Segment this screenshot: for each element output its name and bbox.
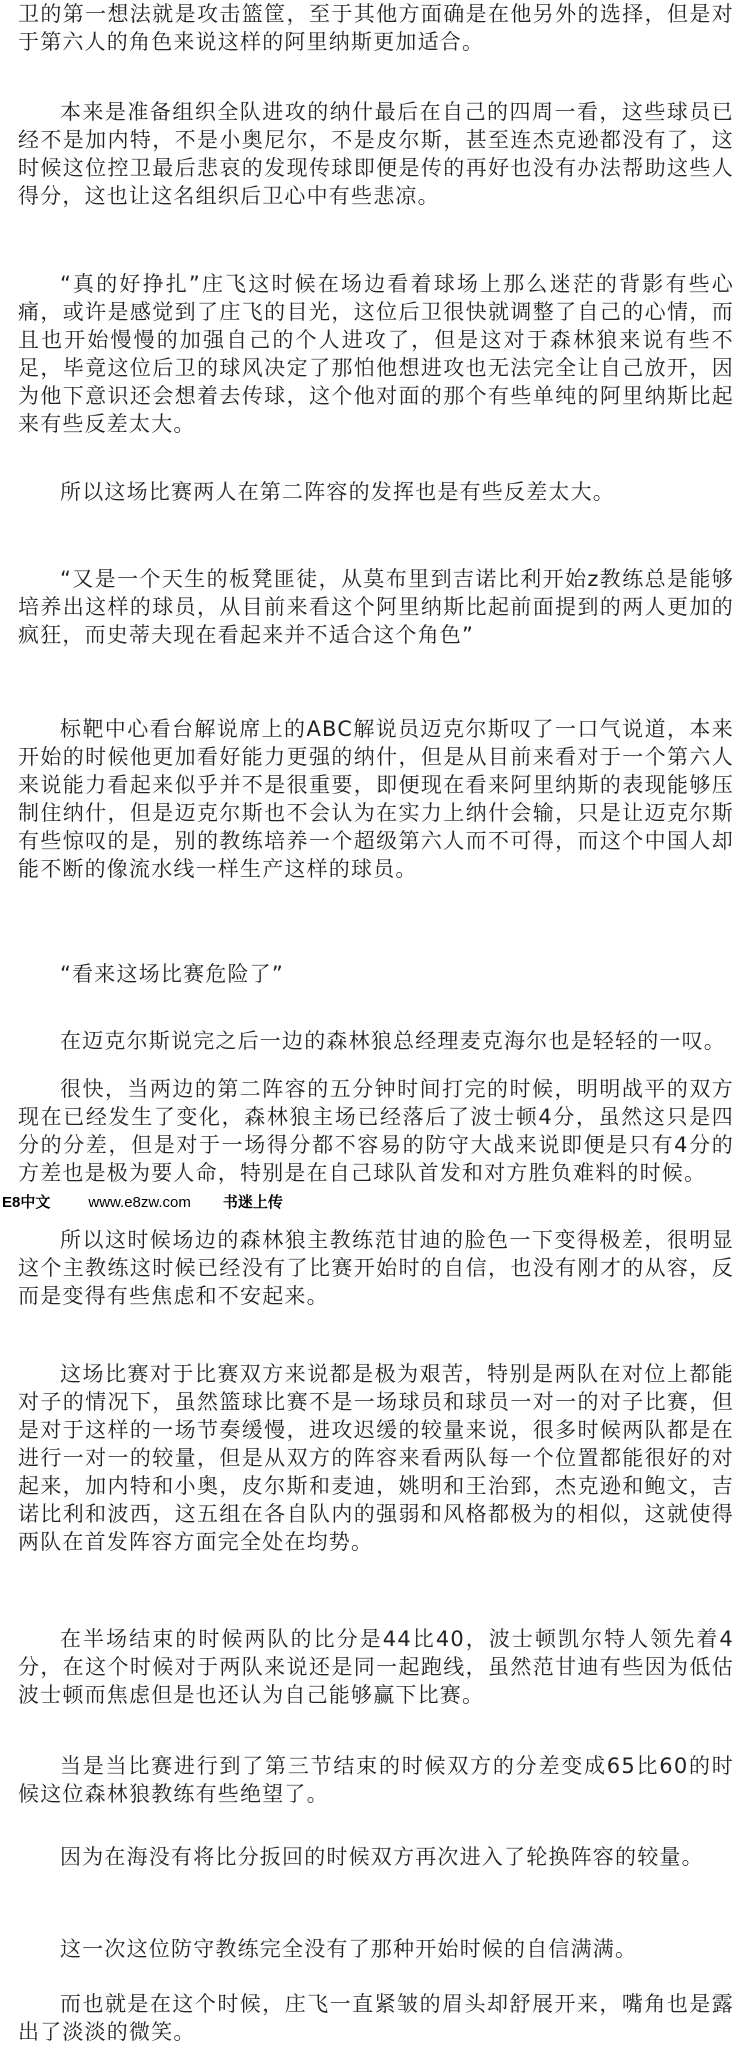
paragraph-3: “真的好挣扎”庄飞这时候在场边看着球场上那么迷茫的背影有些心痛，或许是感觉到了庄飞的目光，这位后卫很快就调整了自己的心情，而且也开始慢慢的加强自己的个人进攻了，但是这对于森林狼来说有些不足，毕竟这位后卫的球风决定了那怕他想进攻也无法完全让自己放开，因为他下意识还会想着去传球，这个他对面的那个有些单纯的阿里纳斯比起来有些反差太大。 xyxy=(18,272,734,436)
paragraph-16: 而也就是在这个时候，庄飞一直紧皱的眉头却舒展开来，嘴角也是露出了淡淡的微笑。 xyxy=(18,1992,734,2044)
paragraph-7: “看来这场比赛危险了” xyxy=(60,962,284,986)
paragraph-10: 所以这时候场边的森林狼主教练范甘迪的脸色一下变得极差，很明显这个主教练这时候已经没有了比赛开始时的自信，也没有刚才的从容，反而是变得有些焦虑和不安起来。 xyxy=(18,1228,734,1308)
paragraph-11: 这场比赛对于比赛双方来说都是极为艰苦，特别是两队在对位上都能对子的情况下，虽然篮球比赛不是一场球员和球员一对一的对子比赛，但是对于这样的一场节奏缓慢，进攻迟缓的较量来说，很多时候两队都是在进行一对一的较量，但是从双方的阵容来看两队每一个位置都能很好的对起来，加内特和小奥，皮尔斯和麦迪，姚明和王治郅，杰克逊和鲍文，吉诺比利和波西，这五组在各自队内的强弱和风格都极为的相似，这就使得两队在首发阵容方面完全处在均势。 xyxy=(18,1362,734,1554)
watermark-note: 书迷上传 xyxy=(222,1194,283,1211)
paragraph-6: 标靶中心看台解说席上的ABC解说员迈克尔斯叹了一口气说道，本来开始的时候他更加看好能力更强的纳什，但是从目前来看对于一个第六人来说能力看起来似乎并不是很重要，即便现在看来阿里纳斯的表现能够压制住纳什，但是迈克尔斯也不会认为在实力上纳什会输，只是让迈克尔斯有些惊叹的是，别的教练培养一个超级第六人而不可得，而这个中国人却能不断的像流水线一样生产这样的球员。 xyxy=(18,717,734,881)
watermark-brand: E8中文 xyxy=(2,1194,51,1211)
paragraph-14: 因为在海没有将比分扳回的时候双方再次进入了轮换阵容的较量。 xyxy=(60,1845,704,1869)
paragraph-12: 在半场结束的时候两队的比分是44比40，波士顿凯尔特人领先着4分，在这个时候对于两队来说还是同一起跑线，虽然范甘迪有些因为低估波士顿而焦虑但是也还认为自己能够赢下比赛。 xyxy=(18,1627,734,1707)
paragraph-9: 很快，当两边的第二阵容的五分钟时间打完的时候，明明战平的双方现在已经发生了变化，森林狼主场已经落后了波士顿4分，虽然这只是四分的分差，但是对于一场得分都不容易的防守大战来说即便是只有4分的方差也是极为要人命，特别是在自己球队首发和对方胜负难料的时候。 xyxy=(18,1077,734,1185)
paragraph-15: 这一次这位防守教练完全没有了那种开始时候的自信满满。 xyxy=(60,1937,638,1961)
paragraph-5: “又是一个天生的板凳匪徒，从莫布里到吉诺比利开始z教练总是能够培养出这样的球员，从目前来看这个阿里纳斯比起前面提到的两人更加的疯狂，而史蒂夫现在看起来并不适合这个角色” xyxy=(18,567,734,647)
watermark-url: www.e8zw.com xyxy=(88,1194,191,1211)
watermark-bar xyxy=(0,1191,750,1215)
paragraph-13: 当是当比赛进行到了第三节结束的时候双方的分差变成65比60的时候这位森林狼教练有些绝望了。 xyxy=(18,1754,734,1806)
paragraph-4: 所以这场比赛两人在第二阵容的发挥也是有些反差太大。 xyxy=(60,480,615,504)
paragraph-8: 在迈克尔斯说完之后一边的森林狼总经理麦克海尔也是轻轻的一叹。 xyxy=(60,1029,726,1053)
paragraph-2: 本来是准备组织全队进攻的纳什最后在自己的四周一看，这些球员已经不是加内特，不是小奥尼尔，不是皮尔斯，甚至连杰克逊都没有了，这时候这位控卫最后悲哀的发现传球即便是传的再好也没有办法帮助这些人得分，这也让这名组织后卫心中有些悲凉。 xyxy=(18,100,734,208)
paragraph-1: 卫的第一想法就是攻击篮筐，至于其他方面确是在他另外的选择，但是对于第六人的角色来说这样的阿里纳斯更加适合。 xyxy=(18,2,734,54)
